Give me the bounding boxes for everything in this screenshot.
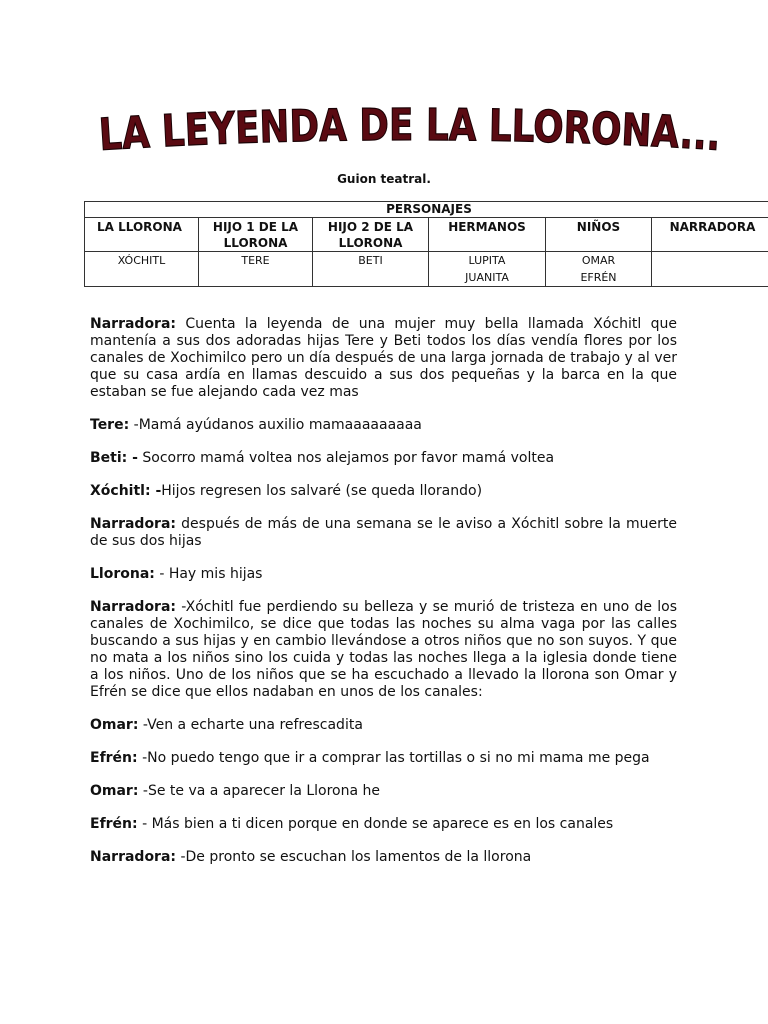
speaker-label: Omar: — [90, 717, 139, 733]
col-header-ninos: NIÑOS — [546, 218, 652, 252]
col-header-hermanos: HERMANOS — [429, 218, 546, 252]
cell-hijo1: TERE — [199, 252, 313, 287]
cell-narradora — [652, 252, 768, 287]
dialogue-text: Hijos regresen los salvaré (se queda llorando) — [161, 483, 483, 499]
dialogue-text: después de más de una semana se le aviso a Xóchitl sobre la muerte de sus dos hijas — [90, 516, 677, 549]
dialogue-text: -Se te va a aparecer la Llorona he — [138, 783, 381, 799]
dialogue-line — [90, 750, 677, 767]
cast-table-heading: PERSONAJES — [85, 202, 768, 218]
speaker-label: Narradora: — [90, 316, 177, 332]
dialogue-line — [90, 849, 677, 866]
dialogue-text: Cuenta la leyenda de una mujer muy bella llamada Xóchitl que mantenía a sus dos adoradas hijas Tere y Beti todos los días vendía flores por los canales de Xochimilco pero un día después de una larga jornada de trabajo y al ver que su casa ardía en llamas descuido a sus dos pequeñas y la barca en la que estaban se fue alejando cada vez mas — [90, 316, 677, 400]
page-title-text: LA LEYENDA DE LA LLORONA... — [97, 99, 726, 162]
speaker-label: Narradora: — [90, 849, 177, 865]
speaker-label: Efrén: — [90, 750, 138, 766]
col-header-llorona: LA LLORONA — [85, 218, 199, 252]
cell-hermanos-1: LUPITA — [468, 254, 506, 267]
dialogue-text: - Hay mis hijas — [154, 566, 263, 582]
dialogue-line — [90, 516, 677, 550]
dialogue-text: -Mamá ayúdanos auxilio mamaaaaaaaaa — [129, 417, 422, 433]
speaker-label: Tere: — [90, 417, 130, 433]
speaker-label: Llorona: — [90, 566, 155, 582]
speaker-label: Xóchitl: - — [90, 483, 162, 499]
speaker-label: Beti: - — [90, 450, 138, 466]
page-title — [97, 99, 726, 162]
cell-ninos-2: EFRÉN — [580, 271, 617, 284]
subtitle: Guion teatral. — [337, 172, 431, 186]
cell-ninos-1: OMAR — [581, 254, 616, 267]
dialogue-text: -Xóchitl fue perdiendo su belleza y se murió de tristeza en uno de los canales de Xochimilco, se dice que todas las noches su alma vaga por las calles buscando a sus hijas y en cambio llevándose a otros niños que no son suyos. Y que no mata a los niños sino los cuida y todas las noches llega a la iglesia donde tiene a los niños. Uno de los niños que se ha escuchado a llevado la llorona son Omar y Efrén se dice que ellos nadaban en unos de los canales: — [90, 599, 677, 700]
speaker-label: Efrén: — [90, 816, 138, 832]
dialogue-line — [90, 316, 677, 401]
col-header-narradora: NARRADORA — [652, 218, 768, 252]
dialogue-text: Socorro mamá voltea nos alejamos por favor mamá voltea — [137, 450, 555, 466]
dialogue-line — [90, 783, 677, 800]
dialogue-text: - Más bien a ti dicen porque en donde se aparece es en los canales — [137, 816, 614, 832]
dialogue-line — [90, 599, 677, 701]
cell-ninos — [546, 252, 652, 287]
dialogue-line — [90, 483, 677, 500]
dialogue-text: -No puedo tengo que ir a comprar las tortillas o si no mi mama me pega — [137, 750, 650, 766]
speaker-label: Narradora: — [90, 599, 177, 615]
speaker-label: Omar: — [90, 783, 139, 799]
col-header-hijo1: HIJO 1 DE LA LLORONA — [199, 218, 313, 252]
cast-table — [84, 201, 768, 287]
col-header-hijo2: HIJO 2 DE LA LLORONA — [313, 218, 429, 252]
dialogue-text: -Ven a echarte una refrescadita — [138, 717, 363, 733]
dialogue-text: -De pronto se escuchan los lamentos de la llorona — [176, 849, 532, 865]
cell-hermanos-2: JUANITA — [465, 271, 509, 284]
script-body — [90, 316, 677, 882]
dialogue-line — [90, 717, 677, 734]
cell-hermanos — [429, 252, 546, 287]
dialogue-line — [90, 566, 677, 583]
dialogue-line — [90, 417, 677, 434]
cell-hijo2: BETI — [313, 252, 429, 287]
dialogue-line — [90, 450, 677, 467]
speaker-label: Narradora: — [90, 516, 177, 532]
cell-llorona: XÓCHITL — [85, 252, 199, 287]
dialogue-line — [90, 816, 677, 833]
